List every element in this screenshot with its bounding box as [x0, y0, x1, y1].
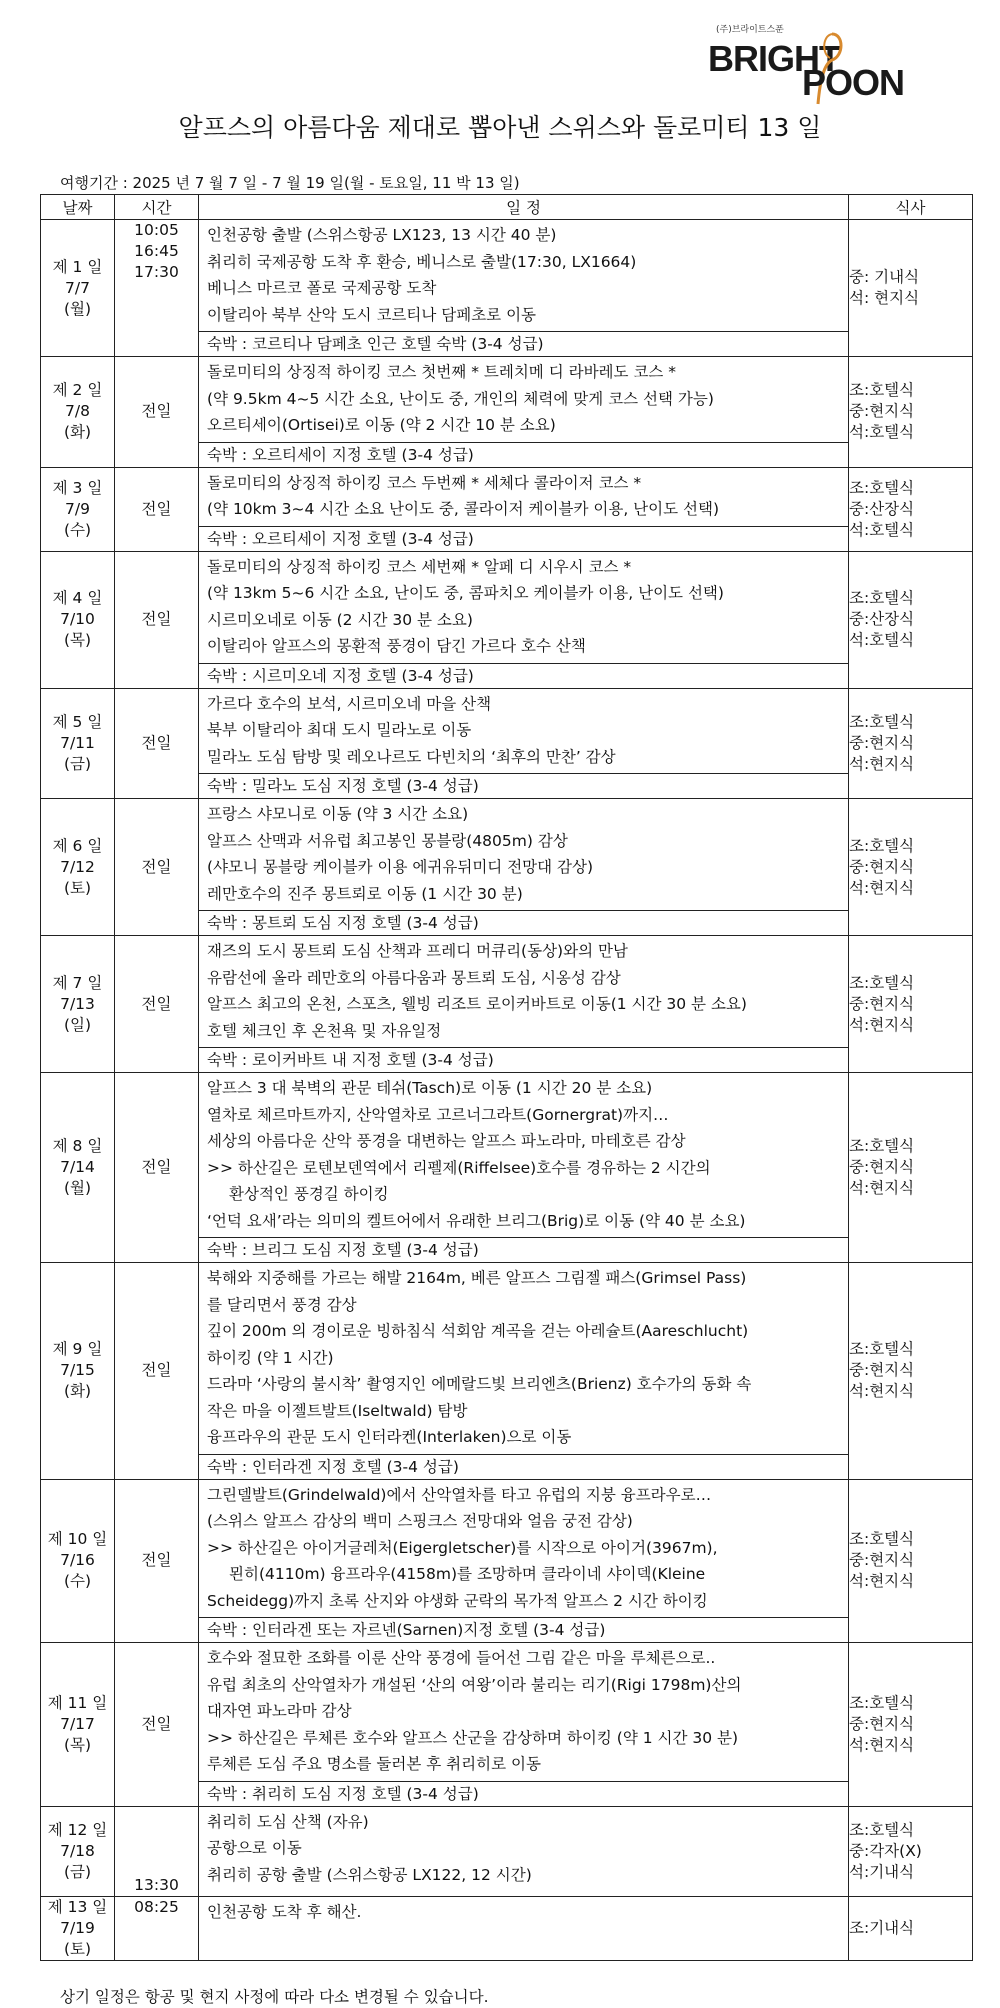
- time-cell: [115, 1806, 199, 1896]
- hotel-line: 숙박 : 시르미오네 지정 호텔 (3-4 성급): [199, 663, 848, 688]
- activity-line: 그린델발트(Grindelwald)에서 산악열차를 타고 유럽의 지붕 융프라우로…: [207, 1485, 712, 1504]
- activity-line: 취리히 국제공항 도착 후 환승, 베니스로 출발(17:30, LX1664): [207, 252, 637, 271]
- activity-line: 루체른 도심 주요 명소를 둘러본 후 취리히로 이동: [207, 1755, 541, 1773]
- schedule-cell: [199, 688, 849, 799]
- header-date: 날짜: [41, 195, 115, 220]
- meal-item: 중:현지식: [849, 1158, 915, 1176]
- day-date: 7/11: [60, 733, 95, 752]
- time-cell: [115, 1479, 199, 1643]
- day-cell: [41, 1643, 115, 1807]
- activity-line: 이탈리아 북부 산악 도시 코르티나 담페초로 이동: [207, 305, 537, 324]
- hotel-line: 숙박 : 오르티세이 지정 호텔 (3-4 성급): [199, 442, 848, 467]
- meal-item: 조:호텔식: [849, 1530, 915, 1549]
- meal-item: 중:현지식: [849, 857, 915, 876]
- schedule-cell: [199, 357, 849, 468]
- schedule-cell: [199, 799, 849, 936]
- meal-item: 중:현지식: [849, 1551, 915, 1570]
- activity-line: 대자연 파노라마 감상: [207, 1702, 352, 1720]
- meal-cell: [849, 936, 973, 1073]
- time-cell: [115, 1896, 199, 1960]
- schedule-cell: [199, 1896, 849, 1960]
- meal-item: 중:현지식: [849, 994, 915, 1013]
- meal-item: 조:호텔식: [849, 1820, 915, 1839]
- activity-line: 호수와 절묘한 조화를 이룬 산악 풍경에 들어선 그림 같은 마을 루체른으로..: [207, 1649, 716, 1667]
- activity-line: 를 달리면서 풍경 감상: [207, 1295, 357, 1314]
- table-row: [41, 936, 973, 1073]
- hotel-line: 숙박 : 인터라겐 지정 호텔 (3-4 성급): [199, 1454, 848, 1479]
- meal-item: 석:현지식: [849, 1015, 915, 1034]
- meal-item: 중:현지식: [849, 1714, 915, 1733]
- day-weekday: (목): [63, 631, 92, 649]
- day-day: 제 11 일: [47, 1693, 108, 1712]
- day-cell: [41, 220, 115, 357]
- time-value: 전일: [141, 499, 172, 518]
- meal-item: 조:호텔식: [849, 1137, 915, 1155]
- day-day: 제 2 일: [52, 381, 103, 400]
- activity-line: >> 하산길은 루체른 호수와 알프스 산군을 감상하며 하이킹 (약 1 시간 30 분): [207, 1728, 739, 1747]
- table-header-row: [41, 195, 973, 220]
- time-value: 16:45: [134, 242, 179, 260]
- day-day: 제 13 일: [47, 1897, 108, 1916]
- company-logo: [698, 22, 938, 102]
- meal-item: 석:현지식: [849, 754, 915, 773]
- day-weekday: (화): [63, 423, 92, 442]
- schedule-cell: [199, 936, 849, 1073]
- page-title: 알프스의 아름다움 제대로 뽑아낸 스위스와 돌로미티 13 일: [178, 113, 822, 142]
- day-cell: [41, 1479, 115, 1643]
- day-cell: [41, 1263, 115, 1480]
- meal-item: 석:현지식: [849, 1572, 915, 1591]
- day-date: 7/12: [60, 857, 95, 876]
- time-cell: [115, 799, 199, 936]
- activity-line: Scheidegg)까지 초록 산지와 야생화 군락의 목가적 알프스 2 시간 하이킹: [207, 1591, 708, 1610]
- activity-line: 열차로 체르마트까지, 산악열차로 고르너그라트(Gornergrat)까지…: [207, 1105, 669, 1124]
- meal-item: 조:호텔식: [849, 712, 915, 731]
- day-day: 제 10 일: [47, 1530, 108, 1549]
- logo-company-name: (주)브라이트스푼: [716, 25, 784, 35]
- meal-item: 중:산장식: [849, 610, 915, 628]
- meal-item: 석:현지식: [849, 1179, 915, 1197]
- meal-item: 석:호텔식: [849, 423, 915, 442]
- table-row: [41, 1263, 973, 1480]
- activity-line: 밀라노 도심 탐방 및 레오나르도 다빈치의 ‘최후의 만찬’ 감상: [207, 747, 616, 766]
- meal-cell: [849, 1263, 973, 1480]
- activity-line: 알프스 3 대 북벽의 관문 테쉬(Tasch)로 이동 (1 시간 20 분 소요): [207, 1079, 653, 1097]
- time-cell: [115, 357, 199, 468]
- footnote: 상기 일정은 항공 및 현지 사정에 따라 다소 변경될 수 있습니다.: [60, 1988, 489, 2006]
- logo-brand-bottom: POON: [802, 62, 905, 103]
- time-cell: [115, 467, 199, 551]
- activity-line: 가르다 호수의 보석, 시르미오네 마을 산책: [207, 694, 492, 713]
- day-date: 7/10: [60, 610, 95, 628]
- meal-item: 석: 현지식: [849, 289, 920, 307]
- activity-line: 드라마 ‘사랑의 불시착’ 촬영지인 에메랄드빛 브리엔츠(Brienz) 호수가의 동화 속: [207, 1375, 752, 1393]
- activity-line: 취리히 도심 산책 (자유): [207, 1812, 369, 1831]
- day-day: 제 5 일: [52, 712, 103, 731]
- meal-item: 중:현지식: [849, 1361, 915, 1380]
- activity-list: [199, 468, 848, 526]
- time-cell: [115, 551, 199, 688]
- meal-cell: [849, 1643, 973, 1807]
- time-value: 13:30: [134, 1875, 179, 1894]
- day-weekday: (금): [63, 754, 92, 773]
- time-cell: [115, 1263, 199, 1480]
- day-date: 7/14: [60, 1158, 95, 1176]
- table-row: [41, 1479, 973, 1643]
- day-cell: [41, 936, 115, 1073]
- activity-list: [199, 799, 848, 910]
- day-day: 제 6 일: [52, 836, 103, 855]
- activity-line: 작은 마을 이젤트발트(Iseltwald) 탐방: [207, 1401, 468, 1420]
- time-cell: [115, 688, 199, 799]
- header-schedule: 일 정: [199, 195, 849, 220]
- schedule-cell: [199, 1073, 849, 1263]
- activity-line: 유럽 최초의 산악열차가 개설된 ‘산의 여왕’이라 불리는 리기(Rigi 1798m)산의: [207, 1675, 742, 1694]
- day-weekday: (토): [63, 878, 92, 897]
- table-row: [41, 799, 973, 936]
- time-value: 전일: [141, 733, 172, 752]
- activity-line: ‘언덕 요새’라는 의미의 켈트어에서 유래한 브리그(Brig)로 이동 (약 40 분 소요): [207, 1211, 746, 1230]
- meal-cell: [849, 1479, 973, 1643]
- day-cell: [41, 1896, 115, 1960]
- day-weekday: (토): [63, 1939, 92, 1958]
- hotel-line: 숙박 : 오르티세이 지정 호텔 (3-4 성급): [199, 526, 848, 551]
- schedule-cell: [199, 551, 849, 688]
- activity-line: 돌로미티의 상징적 하이킹 코스 첫번째 * 트레치메 디 라바레도 코스 *: [207, 363, 677, 381]
- schedule-cell: [199, 1479, 849, 1643]
- activity-list: [199, 357, 848, 442]
- hotel-line: 숙박 : 취리히 도심 지정 호텔 (3-4 성급): [199, 1781, 848, 1806]
- day-weekday: (월): [63, 299, 92, 318]
- hotel-line: 숙박 : 로이커바트 내 지정 호텔 (3-4 성급): [199, 1047, 848, 1072]
- meal-item: 조:호텔식: [849, 478, 915, 497]
- meal-item: 조:호텔식: [849, 1340, 915, 1359]
- day-date: 7/18: [60, 1841, 95, 1860]
- time-value: 08:25: [134, 1897, 179, 1916]
- time-value: 전일: [141, 1714, 172, 1733]
- time-cell: [115, 936, 199, 1073]
- time-value: 전일: [141, 857, 172, 876]
- day-day: 제 3 일: [52, 478, 103, 497]
- meal-item: 석:현지식: [849, 1382, 915, 1401]
- day-cell: [41, 551, 115, 688]
- time-value: 전일: [141, 1361, 172, 1380]
- day-weekday: (수): [63, 1572, 92, 1591]
- day-weekday: (금): [63, 1862, 92, 1881]
- activity-line: 돌로미티의 상징적 하이킹 코스 세번째 * 알페 디 시우시 코스 *: [207, 557, 632, 576]
- activity-line: 세상의 아름다운 산악 풍경을 대변하는 알프스 파노라마, 마테호른 감상: [207, 1132, 686, 1150]
- table-row: [41, 220, 973, 357]
- meal-item: 중:각자(X): [849, 1841, 922, 1860]
- meal-cell: [849, 357, 973, 468]
- day-date: 7/7: [65, 278, 90, 297]
- time-cell: [115, 1643, 199, 1807]
- logo-brand-top: BRIGHT: [708, 38, 840, 79]
- schedule-cell: [199, 220, 849, 357]
- meal-item: 중: 기내식: [849, 268, 920, 286]
- activity-line: 인천공항 출발 (스위스항공 LX123, 13 시간 40 분): [207, 226, 557, 244]
- schedule-cell: [199, 1263, 849, 1480]
- schedule-cell: [199, 1643, 849, 1807]
- activity-line: 하이킹 (약 1 시간): [207, 1348, 334, 1367]
- meal-cell: [849, 1896, 973, 1960]
- activity-list: [199, 220, 848, 331]
- activity-line: 융프라우의 관문 도시 인터라켄(Interlaken)으로 이동: [207, 1428, 572, 1446]
- activity-line: 묀히(4110m) 융프라우(4158m)를 조망하며 클라이네 샤이덱(Kleine: [229, 1565, 706, 1583]
- activity-line: 오르티세이(Ortisei)로 이동 (약 2 시간 10 분 소요): [207, 416, 556, 434]
- day-date: 7/19: [60, 1918, 95, 1937]
- meal-item: 조:호텔식: [849, 589, 915, 607]
- time-value: 전일: [141, 1551, 172, 1570]
- hotel-line: 숙박 : 밀라노 도심 지정 호텔 (3-4 성급): [199, 773, 848, 798]
- meal-item: 조:호텔식: [849, 836, 915, 855]
- day-weekday: (화): [63, 1382, 92, 1401]
- activity-line: 취리히 공항 출발 (스위스항공 LX122, 12 시간): [207, 1865, 532, 1884]
- activity-line: 깊이 200m 의 경이로운 빙하침식 석회암 계곡을 걷는 아레슐트(Aareschlucht): [207, 1322, 749, 1340]
- time-value: 17:30: [134, 263, 179, 281]
- activity-line: 호텔 체크인 후 온천욕 및 자유일정: [207, 1021, 442, 1040]
- meal-item: 조:호텔식: [849, 1693, 915, 1712]
- day-day: 제 1 일: [52, 257, 103, 276]
- table-row: [41, 1643, 973, 1807]
- activity-line: 유람선에 올라 레만호의 아름다움과 몽트뢰 도심, 시옹성 감상: [207, 968, 621, 987]
- time-cell: [115, 1073, 199, 1263]
- day-cell: [41, 467, 115, 551]
- meal-item: 조:기내식: [849, 1918, 915, 1937]
- meal-item: 석:현지식: [849, 1735, 915, 1754]
- day-cell: [41, 1073, 115, 1263]
- meal-item: 중:현지식: [849, 402, 915, 421]
- activity-line: 돌로미티의 상징적 하이킹 코스 두번째 * 세체다 콜라이저 코스 *: [207, 473, 642, 492]
- day-date: 7/9: [65, 499, 90, 518]
- activity-list: [199, 552, 848, 663]
- activity-line: >> 하산길은 아이거글레처(Eigergletscher)를 시작으로 아이거(3967m),: [207, 1538, 718, 1557]
- activity-list: [199, 1807, 848, 1892]
- header-meal: 식사: [849, 195, 973, 220]
- activity-line: 북부 이탈리아 최대 도시 밀라노로 이동: [207, 721, 472, 739]
- header-time: 시간: [115, 195, 199, 220]
- activity-list: [199, 1073, 848, 1237]
- activity-list: [199, 689, 848, 774]
- activity-list: [199, 1263, 848, 1454]
- meal-item: 석:호텔식: [849, 631, 915, 649]
- meal-item: 석:현지식: [849, 878, 915, 897]
- activity-line: 알프스 최고의 온천, 스포츠, 웰빙 리조트 로이커바트로 이동(1 시간 30 분 소요): [207, 995, 747, 1013]
- table-row: [41, 688, 973, 799]
- meal-item: 중:현지식: [849, 733, 915, 752]
- activity-line: 환상적인 풍경길 하이킹: [229, 1185, 389, 1203]
- day-date: 7/17: [60, 1714, 95, 1733]
- table-row: [41, 357, 973, 468]
- day-cell: [41, 1806, 115, 1896]
- activity-line: (약 10km 3~4 시간 소요 난이도 중, 콜라이저 케이블카 이용, 난이도 선택): [207, 500, 720, 518]
- meal-cell: [849, 688, 973, 799]
- time-value: 10:05: [134, 221, 179, 239]
- day-day: 제 8 일: [52, 1137, 103, 1155]
- day-date: 7/13: [60, 994, 95, 1013]
- table-row: [41, 1806, 973, 1896]
- day-day: 제 12 일: [47, 1820, 108, 1839]
- day-day: 제 4 일: [52, 589, 103, 607]
- activity-line: (약 9.5km 4~5 시간 소요, 난이도 중, 개인의 체력에 맞게 코스 선택 가능): [207, 389, 714, 408]
- day-cell: [41, 688, 115, 799]
- meal-item: 석:호텔식: [849, 520, 915, 539]
- activity-line: 프랑스 샤모니로 이동 (약 3 시간 소요): [207, 805, 469, 823]
- schedule-cell: [199, 467, 849, 551]
- travel-period: 여행기간 : 2025 년 7 월 7 일 - 7 월 19 일(월 - 토요일, 11 박 13 일): [60, 174, 520, 192]
- meal-cell: [849, 1806, 973, 1896]
- table-row: [41, 1073, 973, 1263]
- hotel-line: 숙박 : 코르티나 담페초 인근 호텔 숙박 (3-4 성급): [199, 331, 848, 356]
- table-row: [41, 1896, 973, 1960]
- activity-list: [199, 1480, 848, 1618]
- activity-line: (샤모니 몽블랑 케이블카 이용 에귀유뒤미디 전망대 감상): [207, 858, 594, 876]
- table-row: [41, 467, 973, 551]
- activity-line: 베니스 마르코 폴로 국제공항 도착: [207, 279, 437, 297]
- day-day: 제 9 일: [52, 1340, 103, 1359]
- activity-line: 공항으로 이동: [207, 1839, 302, 1857]
- time-value: 전일: [141, 994, 172, 1013]
- day-date: 7/16: [60, 1551, 95, 1570]
- meal-cell: [849, 1073, 973, 1263]
- day-weekday: (수): [63, 520, 92, 539]
- day-cell: [41, 357, 115, 468]
- schedule-cell: [199, 1806, 849, 1896]
- time-value: 전일: [141, 1158, 172, 1176]
- meal-cell: [849, 551, 973, 688]
- meal-cell: [849, 467, 973, 551]
- activity-line: 알프스 산맥과 서유럽 최고봉인 몽블랑(4805m) 감상: [207, 831, 568, 850]
- meal-item: 중:산장식: [849, 499, 915, 518]
- meal-item: 조:호텔식: [849, 973, 915, 992]
- meal-item: 조:호텔식: [849, 381, 915, 400]
- day-date: 7/15: [60, 1361, 95, 1380]
- table-row: [41, 551, 973, 688]
- activity-line: (약 13km 5~6 시간 소요, 난이도 중, 콤파치오 케이블카 이용, 난이도 선택): [207, 584, 724, 602]
- activity-line: 시르미오네로 이동 (2 시간 30 분 소요): [207, 610, 473, 629]
- meal-cell: [849, 220, 973, 357]
- day-weekday: (월): [63, 1179, 92, 1197]
- activity-line: 이탈리아 알프스의 몽환적 풍경이 담긴 가르다 호수 산책: [207, 637, 586, 655]
- activity-line: 레만호수의 진주 몽트뢰로 이동 (1 시간 30 분): [207, 884, 523, 903]
- day-date: 7/8: [65, 402, 90, 421]
- hotel-line: 숙박 : 브리그 도심 지정 호텔 (3-4 성급): [199, 1237, 848, 1262]
- day-day: 제 7 일: [52, 973, 103, 992]
- hotel-line: 숙박 : 인터라겐 또는 자르넨(Sarnen)지정 호텔 (3-4 성급): [199, 1617, 848, 1642]
- activity-list: [199, 1643, 848, 1781]
- time-value: 전일: [141, 610, 172, 628]
- hotel-line: 숙박 : 몽트뢰 도심 지정 호텔 (3-4 성급): [199, 910, 848, 935]
- activity-list: [199, 936, 848, 1047]
- activity-line: 인천공항 도착 후 해산.: [207, 1902, 362, 1921]
- activity-line: (스위스 알프스 감상의 백미 스핑크스 전망대와 얼음 궁전 감상): [207, 1512, 633, 1530]
- activity-list: [199, 1897, 848, 1929]
- time-cell: [115, 220, 199, 357]
- day-weekday: (일): [63, 1015, 92, 1034]
- day-cell: [41, 799, 115, 936]
- day-weekday: (목): [63, 1735, 92, 1754]
- time-value: 전일: [141, 402, 172, 421]
- meal-item: 석:기내식: [849, 1862, 915, 1881]
- activity-line: >> 하산길은 로텐보덴역에서 리펠제(Riffelsee)호수를 경유하는 2 시간의: [207, 1158, 711, 1177]
- activity-line: 북해와 지중해를 가르는 해발 2164m, 베른 알프스 그림젤 패스(Grimsel Pass): [207, 1269, 747, 1287]
- itinerary-table: [40, 194, 973, 1961]
- activity-line: 재즈의 도시 몽트뢰 도심 산책과 프레디 머큐리(동상)와의 만남: [207, 942, 628, 960]
- meal-cell: [849, 799, 973, 936]
